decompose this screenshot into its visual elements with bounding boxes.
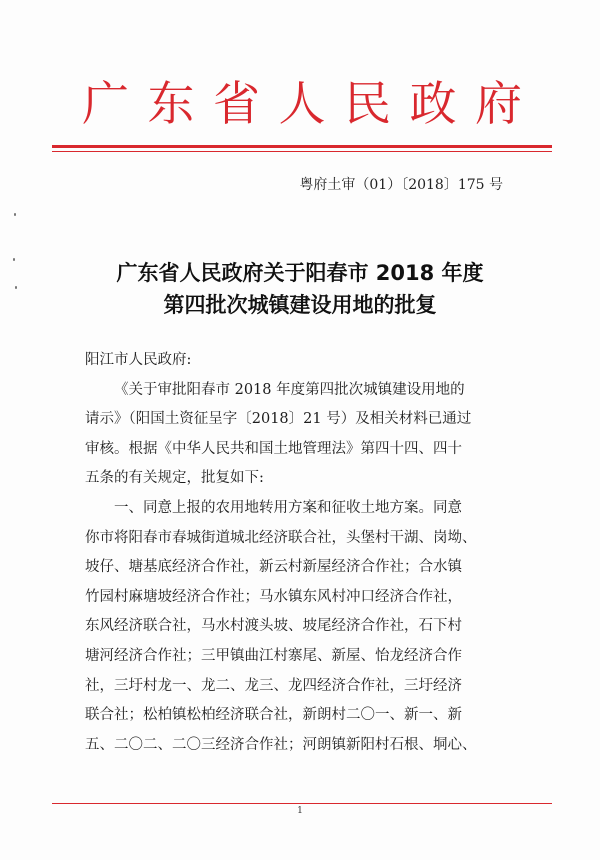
document-body [85,346,515,760]
body-line: 请示》（阳国土资征呈字〔2018〕21 号）及相关材料已通过 [85,411,472,428]
masthead-char: 民 [344,77,391,132]
body-line: 一、同意上报的农用地转用方案和征收土地方案。同意 [114,499,462,516]
masthead-char: 府 [475,77,522,132]
body-line: 审核。根据《中华人民共和国土地管理法》第四十四、四十 [85,440,462,457]
body-line: 五条的有关规定，批复如下: [85,470,264,487]
document-title [0,257,600,321]
masthead-char: 东 [147,77,195,132]
page-number: 1 [297,806,303,816]
header-rule-thick [52,145,552,148]
salutation: 阳江市人民政府: [85,352,192,368]
body-line: 塘河经济合作社；三甲镇曲江村寨尾、新屋、怡龙经济合作 [85,647,462,664]
masthead-char: 人 [278,77,326,132]
body-line: 联合社；松柏镇松柏经济联合社，新朗村二〇一、新一、新 [85,707,462,724]
body-line: 《关于审批阳春市 2018 年度第四批次城镇建设用地的 [114,381,465,398]
issuer-masthead [82,76,522,134]
header-rule-thin [52,151,552,152]
body-line: 社，三圩村龙一、龙二、龙三、龙四经济合作社，三圩经济 [85,677,462,694]
footer-rule [52,803,552,804]
body-line: 你市将阳春市春城街道城北经济联合社，头堡村干湖、岗坳、 [85,529,477,546]
masthead-char: 广 [82,77,129,132]
title-line: 第四批次城镇建设用地的批复 [163,293,437,317]
body-line: 东风经济联合社，马水村渡头坡、坡尾经济合作社，石下村 [85,618,462,635]
masthead-char: 政 [409,77,457,132]
title-line: 广东省人民政府关于阳春市 2018 年度 [116,261,484,285]
document-number: 粤府土审（01）〔2018〕175 号 [299,177,503,193]
body-line: 五、二〇二、二〇三经济合作社；河朗镇新阳村石根、垌心、 [85,736,477,753]
body-line: 坡仔、塘基底经济合作社，新云村新屋经济合作社；合水镇 [85,559,462,576]
body-line: 竹园村麻塘坡经济合作社；马水镇东风村冲口经济合作社， [85,588,462,605]
scan-speck [14,213,16,216]
masthead-char: 省 [213,77,260,132]
